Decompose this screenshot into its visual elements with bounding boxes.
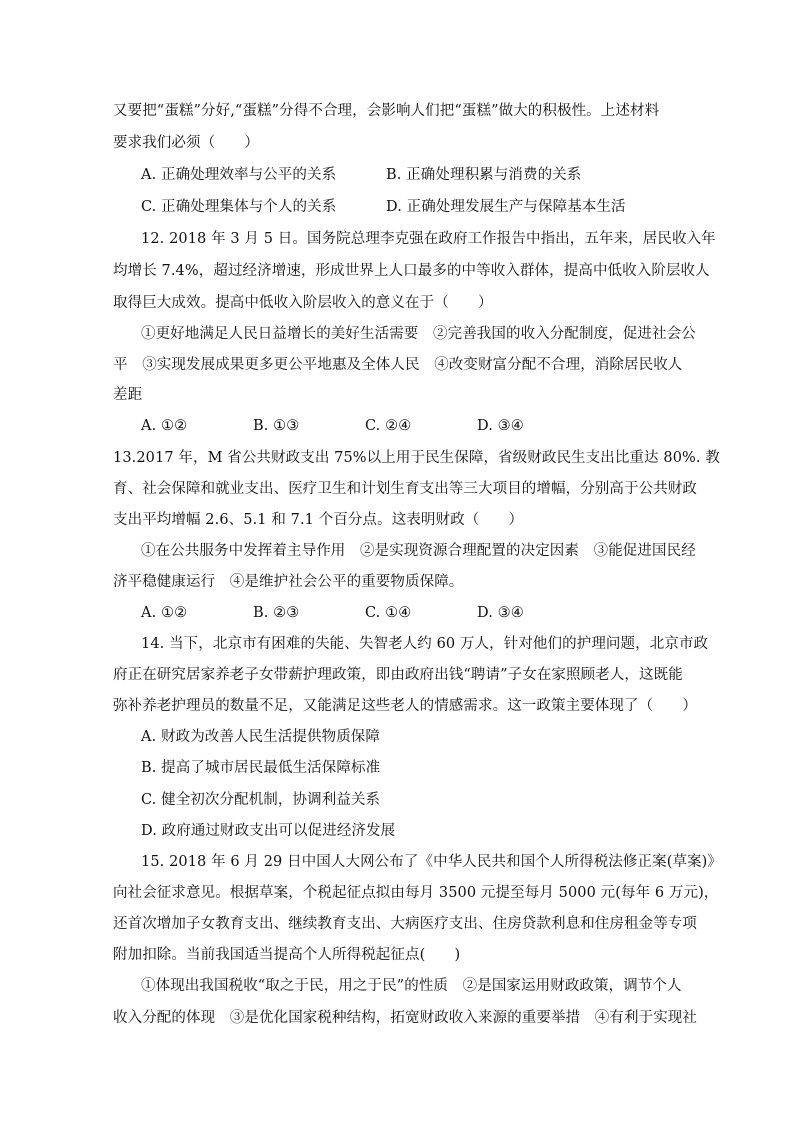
text-line: 育、社会保障和就业支出、医疗卫生和计划生育支出等三大项目的增幅，分别高于公共财政 bbox=[113, 481, 697, 497]
option-a: A. ①② bbox=[141, 605, 188, 621]
option-a: A. 财政为改善人民生活提供物质保障 bbox=[141, 729, 380, 745]
statement-line: 收入分配的体现 ③是优化国家税种结构，拓宽财政收入来源的重要举措 ④有利于实现社 bbox=[113, 1010, 697, 1026]
option-b: B. ②③ bbox=[253, 605, 300, 621]
option-c: C. 健全初次分配机制，协调利益关系 bbox=[141, 792, 381, 808]
question-12-stem: 12. 2018 年 3 月 5 日。国务院总理李克强在政府工作报告中指出，五年来，居民收入年 bbox=[141, 231, 716, 247]
statement-line: ①体现出我国税收“取之于民，用之于民”的性质 ②是国家运用财政政策，调节个人 bbox=[141, 978, 682, 994]
text-line: 还首次增加子女教育支出、继续教育支出、大病医疗支出、住房贷款利息和住房租金等专项 bbox=[113, 916, 697, 932]
text-line: 弥补养老护理员的数量不足，又能满足这些老人的情感需求。这一政策主要体现了（ ） bbox=[113, 698, 697, 714]
option-a: A. 正确处理效率与公平的关系 bbox=[141, 167, 337, 183]
text-line: 又要把“蛋糕”分好,“蛋糕”分得不合理，会影响人们把“蛋糕”做大的积极性。上述材料 bbox=[113, 103, 660, 119]
statement-line: 济平稳健康运行 ④是维护社会公平的重要物质保障。 bbox=[113, 574, 464, 590]
text-line: 府正在研究居家养老子女带薪护理政策，即由政府出钱“聘请”子女在家照顾老人，这既能 bbox=[113, 667, 683, 683]
option-c: C. ②④ bbox=[365, 418, 412, 434]
question-14-stem: 14. 当下，北京市有困难的失能、失智老人约 60 万人，针对他们的护理问题，北京市政 bbox=[141, 636, 709, 652]
option-b: B. 正确处理积累与消费的关系 bbox=[386, 167, 582, 183]
text-line: 向社会征求意见。根据草案，个税起征点拟由每月 3500 元提至每月 5000 元(每年 6 万元)， bbox=[113, 885, 719, 901]
text-line: 取得巨大成效。提高中低收入阶层收入的意义在于（ ） bbox=[113, 295, 493, 311]
option-d: D. ③④ bbox=[477, 605, 524, 621]
option-c: C. 正确处理集体与个人的关系 bbox=[141, 199, 337, 215]
option-row bbox=[141, 165, 721, 185]
text-line: 支出平均增幅 2.6、5.1 和 7.1 个百分点。这表明财政（ ） bbox=[113, 512, 524, 528]
option-d: D. 政府通过财政支出可以促进经济发展 bbox=[141, 823, 396, 839]
option-d: D. 正确处理发展生产与保障基本生活 bbox=[386, 199, 626, 215]
option-c: C. ①④ bbox=[365, 605, 412, 621]
option-b: B. ①③ bbox=[253, 418, 300, 434]
statement-line: 平 ③实现发展成果更多更公平地惠及全体人民 ④改变财富分配不合理，消除居民收人 bbox=[113, 357, 683, 373]
question-15-stem: 15. 2018 年 6 月 29 日中国人大网公布了《中华人民共和国个人所得税法修正案(草案)》 bbox=[141, 854, 723, 870]
text-line: 均增长 7.4%，超过经济增速，形成世界上人口最多的中等收入群体，提高中低收入阶层收人 bbox=[113, 263, 710, 279]
statement-line: ①在公共服务中发挥着主导作用 ②是实现资源合理配置的决定因素 ③能促进国民经 bbox=[141, 543, 696, 559]
option-b: B. 提高了城市居民最低生活保障标准 bbox=[141, 760, 381, 776]
question-13-stem: 13.2017 年，M 省公共财政支出 75%以上用于民生保障，省级财政民生支出比重达 80%. 教 bbox=[113, 450, 720, 466]
statement-line: ①更好地满足人民日益增长的美好生活需要 ②完善我国的收入分配制度，促进社会公 bbox=[141, 326, 696, 342]
text-line: 要求我们必须（ ） bbox=[113, 135, 259, 151]
statement-line: 差距 bbox=[113, 387, 143, 403]
text-line: 附加扣除。当前我国适当提高个人所得税起征点( ) bbox=[113, 947, 461, 963]
option-d: D. ③④ bbox=[477, 418, 524, 434]
option-a: A. ①② bbox=[141, 418, 188, 434]
option-row bbox=[141, 197, 721, 217]
